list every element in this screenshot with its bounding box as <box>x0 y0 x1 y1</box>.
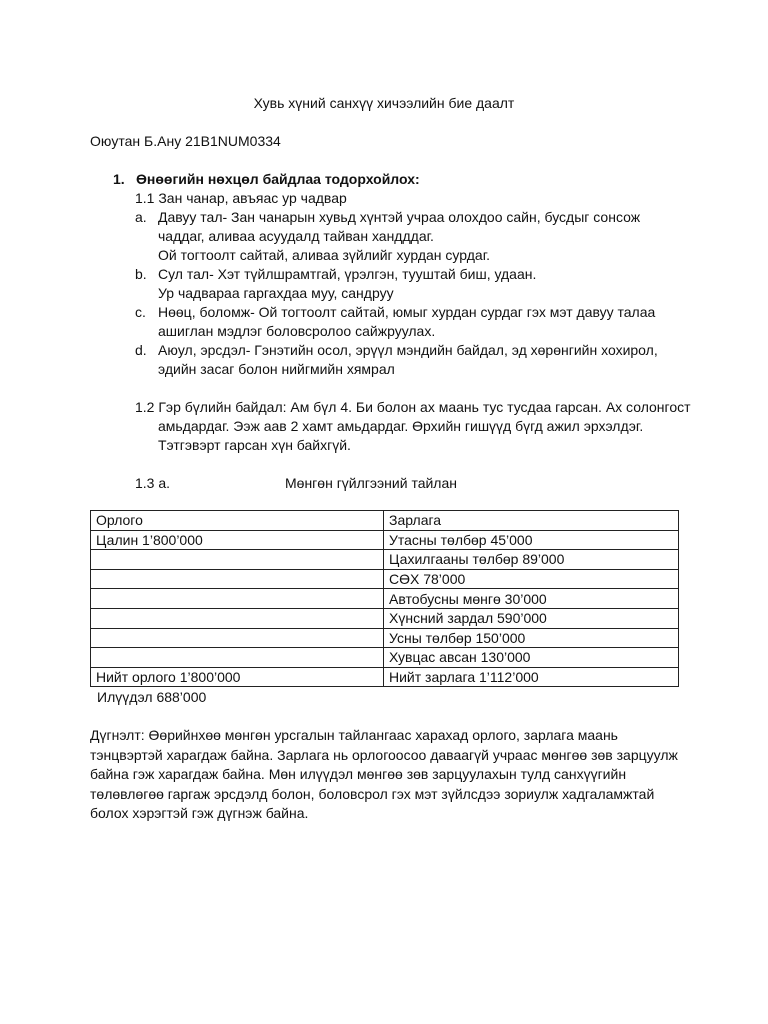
expense-cell: Хүнсний зардал 590’000 <box>384 608 679 628</box>
student-line: Оюутан Б.Ану 21B1NUM0334 <box>90 133 281 149</box>
income-cell <box>91 608 384 628</box>
table-row <box>91 628 679 648</box>
document-title: Хувь хүний санхүү хичээлийн бие даалт <box>253 95 515 111</box>
surplus-line: Илүүдэл 688’000 <box>97 689 207 705</box>
list-item-b-line-2: Ур чадвараа гаргахдаа муу, сандруу <box>158 285 394 301</box>
table-row <box>91 648 679 668</box>
expense-cell: СӨХ 78’000 <box>384 569 679 589</box>
section-heading: Өнөөгийн нөхцөл байдлаа тодорхойлох: <box>136 171 420 187</box>
income-cell <box>91 550 384 570</box>
list-item-d-line-1: Аюул, эрсдэл- Гэнэтийн осол, эрүүл мэндийн байдал, эд хөрөнгийн хохирол, <box>158 342 658 358</box>
subsection-1-2-line-1: 1.2 Гэр бүлийн байдал: Ам бүл 4. Би болон ах маань тус тусдаа гарсан. Ах солонгост <box>135 399 691 415</box>
income-header: Орлого <box>91 511 384 531</box>
expense-cell: Утасны төлбөр 45’000 <box>384 530 679 550</box>
conclusion-line: болох хэрэгтэй гэж дүгнэж байна. <box>90 805 309 821</box>
subsection-1-1: 1.1 Зан чанар, авъяас ур чадвар <box>135 190 347 206</box>
expense-cell: Автобусны мөнгө 30’000 <box>384 589 679 609</box>
list-item-b-line-1: Сул тал- Хэт түйлшрамтгай, үрэлгэн, тууштай биш, удаан. <box>158 266 537 282</box>
expense-header: Зарлага <box>384 511 679 531</box>
expense-cell: Хувцас авсан 130’000 <box>384 648 679 668</box>
cash-flow-report-title: Мөнгөн гүйлгээний тайлан <box>285 475 457 491</box>
conclusion-line: төлөвлөгөө гаргаж эрсдэлд болон, боловсрол гэх мэт зүйлсдээ зориулж хадгаламжтай <box>90 785 655 802</box>
income-cell <box>91 589 384 609</box>
section-number: 1. <box>113 171 125 187</box>
income-cell <box>91 628 384 648</box>
list-item-d-line-2: эдийн засаг болон нийгмийн хямрал <box>158 361 395 377</box>
list-item-a-line-1: Давуу тал- Зан чанарын хувьд хүнтэй учраа олохдоо сайн, бусдыг сонсож <box>158 209 641 225</box>
expense-cell: Усны төлбөр 150’000 <box>384 628 679 648</box>
list-item-c-line-1: Нөөц, боломж- Ой тогтоолт сайтай, юмыг хурдан сурдаг гэх мэт давуу талаа <box>158 304 656 320</box>
list-marker-b: b. <box>135 266 147 282</box>
list-item-a-line-3: Ой тогтоолт сайтай, аливаа зүйлийг хурдан сурдаг. <box>158 247 490 263</box>
list-item-c-line-2: ашиглан мэдлэг боловсролоо сайжруулах. <box>158 323 436 339</box>
income-cell: Цалин 1’800’000 <box>91 530 384 550</box>
conclusion-line: тэнцвэртэй харагдаж байна. Зарлага нь орлогоосоо даваагүй учраас мөнгөө зөв зарцуулж <box>90 746 678 763</box>
conclusion-line: Дүгнэлт: Өөрийнхөө мөнгөн урсгалын тайлангаас харахад орлого, зарлага маань <box>90 727 618 743</box>
list-marker-a: a. <box>135 209 147 225</box>
list-marker-d: d. <box>135 342 147 358</box>
table-row <box>91 569 679 589</box>
conclusion-paragraph <box>90 726 678 824</box>
subsection-1-3-label: 1.3 a. <box>135 475 171 491</box>
table-row <box>91 530 679 550</box>
subsection-1-2-line-3: Тэтгэвэрт гарсан хүн байхгүй. <box>158 437 351 453</box>
total-expense-cell: Нийт зарлага 1’112’000 <box>384 667 679 687</box>
table-row <box>91 589 679 609</box>
income-cell <box>91 569 384 589</box>
table-row <box>91 608 679 628</box>
subsection-1-2-line-2: амьдардаг. Ээж аав 2 хамт амьдардаг. Өрхийн гишүүд бүгд ажил эрхэлдэг. <box>158 418 644 434</box>
table-header-row <box>91 511 679 531</box>
expense-cell: Цахилгааны төлбөр 89’000 <box>384 550 679 570</box>
income-cell <box>91 648 384 668</box>
conclusion-line: байна гэж харагдаж байна. Мөн илүүдэл мөнгөө зөв зарцуулахын тулд санхүүгийн <box>90 766 627 782</box>
total-income-cell: Нийт орлого 1’800’000 <box>91 667 384 687</box>
table-total-row <box>91 667 679 687</box>
cash-flow-table <box>90 510 679 687</box>
table-row <box>91 550 679 570</box>
list-item-a-line-2: чаддаг, аливаа асуудалд тайван хандддаг. <box>158 228 434 244</box>
list-marker-c: c. <box>135 304 146 320</box>
